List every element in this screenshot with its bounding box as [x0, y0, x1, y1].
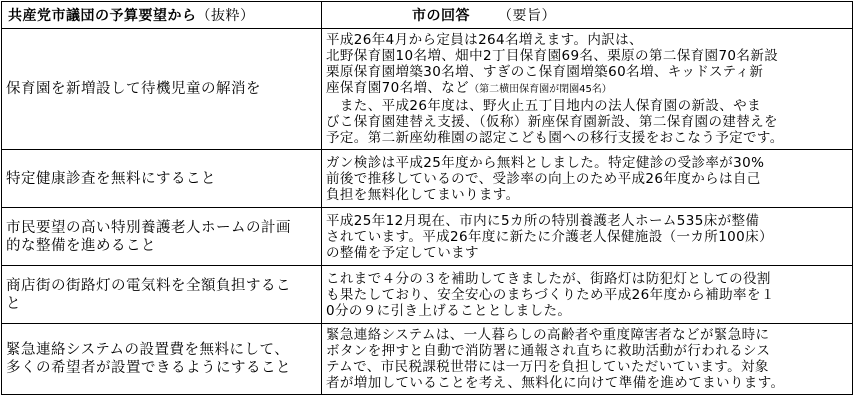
request-line: 商店街の街路灯の電気料を全額負担するこ [6, 277, 291, 294]
answer-line: 予定。第二新座幼稚園の認定こども園への移行支援をおこなう予定です。 [326, 130, 784, 146]
answer-cell [322, 324, 853, 395]
table-row [2, 324, 853, 395]
request-text: 保育園を新増設して待機児童の解消を [6, 81, 261, 97]
answer-line: 前後で推移しているので、受診率の向上のため平成26年度からは自己 [326, 170, 761, 187]
answer-line [326, 80, 848, 98]
answer-line: 平成25年12月現在、市内に5カ所の特別養護老人ホーム535床が整備 [326, 212, 760, 229]
answer-line: また、平成26年度は、野火止五丁目地内の法人保育園の新設、やま [326, 98, 761, 114]
answer-line-note: （第二横田保育園が閉園45名） [469, 84, 612, 95]
table-row [2, 208, 853, 266]
header-request-title: 共産党市議団の予算要望から [8, 8, 197, 24]
answer-cell [322, 208, 853, 266]
answer-line: 者が増加していることを考え、無料化に向けて準備を進めてまいります。 [326, 375, 785, 391]
table-row [2, 150, 853, 208]
request-line: 多くの希望者が設置できるようにすること [6, 360, 291, 376]
request-line: と [6, 295, 21, 312]
answer-line: されています。平成26年度に新たに介護老人保健施設（一カ所100床） [326, 228, 773, 245]
answer-cell [322, 29, 853, 150]
answer-line: 栗原保育園増築30名増、すぎのこ保育園増築60名増、キッドスティ新 [326, 64, 764, 80]
budget-request-table [1, 1, 853, 395]
answer-line: びこ保育園建替え支援、（仮称）新座保育園新設、第二保育園の建替えを [326, 114, 778, 130]
request-cell [2, 208, 322, 266]
header-answer [322, 2, 853, 29]
answer-line: テムで、市民税課税世帯には一万円を負担していただいています。対象 [326, 359, 769, 375]
header-answer-title: 市の回答 [412, 8, 470, 24]
answer-line: も果たしており、安全安心のまちづくりため平成26年度から補助率を１ [326, 286, 775, 303]
table-row [2, 266, 853, 324]
request-line: 市民要望の高い特別養護老人ホームの計画 [6, 219, 291, 236]
request-cell [2, 150, 322, 208]
answer-line-text: 座保育園70名増、など [326, 80, 470, 96]
answer-line: 負担を無料化してまいります。 [326, 186, 520, 203]
header-answer-paren: （要旨） [498, 8, 556, 24]
answer-line: ガン検診は平成25年度から無料としました。特定健診の受診率が30% [326, 154, 765, 171]
request-line: 的な整備を進めること [6, 237, 156, 254]
table-row [2, 29, 853, 150]
answer-line: 緊急連絡システムは、一人暮らしの高齢者や重度障害者などが緊急時に [326, 327, 770, 343]
answer-cell [322, 150, 853, 208]
answer-line: 平成26年4月から定員は264名増えます。内訳は、 [326, 32, 643, 48]
request-cell [2, 324, 322, 395]
header-row [2, 2, 853, 29]
answer-cell [322, 266, 853, 324]
header-request [2, 2, 322, 29]
request-line: 緊急連絡システムの設置費を無料にして、 [6, 342, 290, 358]
answer-line: の整備を予定しています [326, 244, 479, 261]
request-cell [2, 29, 322, 150]
answer-line: 北野保育園10名増、畑中2丁目保育園69名、栗原の第二保育園70名新設 [326, 48, 779, 64]
request-text: 特定健康診査を無料にすること [6, 170, 216, 187]
answer-line: これまで４分の３を補助してきましたが、街路灯は防犯灯としての役割 [326, 270, 771, 287]
answer-line: 0分の９に引き上げることとしました。 [326, 302, 572, 319]
answer-line: ボタンを押すと自動で消防署に通報され直ちに救助活動が行われるシス [326, 343, 771, 359]
header-request-paren: （抜粋） [196, 8, 255, 24]
request-cell [2, 266, 322, 324]
